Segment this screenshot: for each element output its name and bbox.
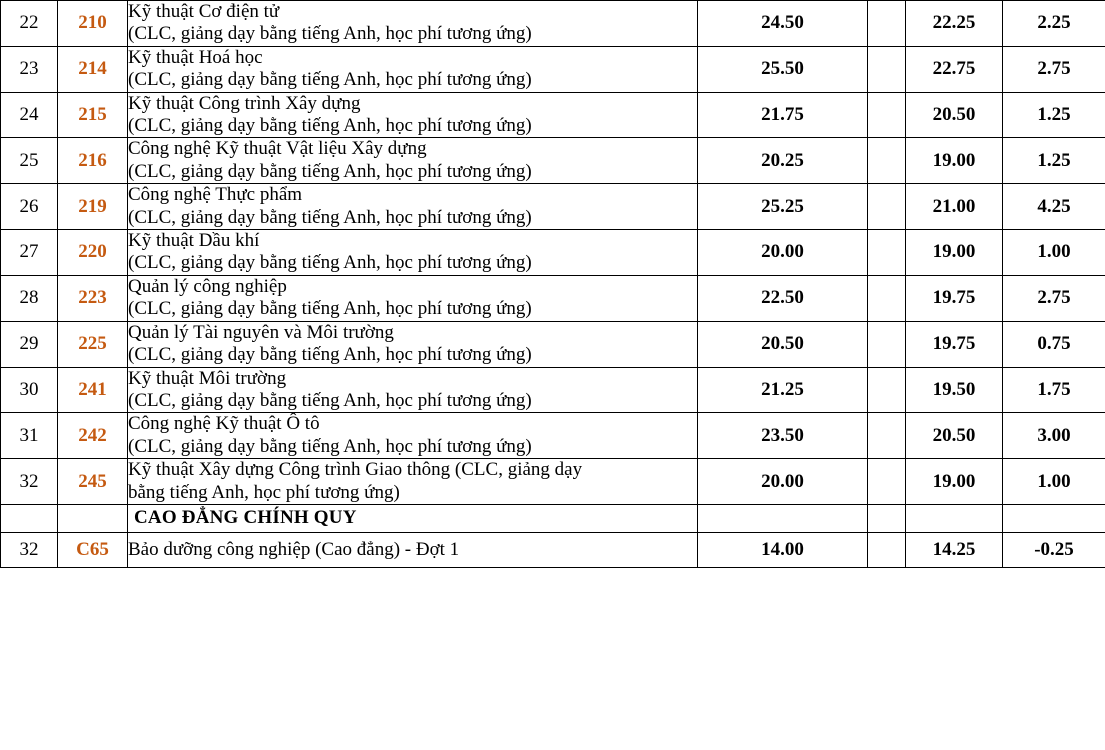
major-name-primary: Kỹ thuật Xây dựng Công trình Giao thông (CLC, giảng dạy <box>128 459 583 481</box>
score-difference-cell: 1.00 <box>1003 459 1105 505</box>
major-name-note: (CLC, giảng dạy bằng tiếng Anh, học phí tương ứng) <box>128 435 532 457</box>
major-code-cell: 242 <box>58 413 128 459</box>
major-code-cell: 210 <box>58 1 128 47</box>
table-row <box>1 275 1105 321</box>
table-row <box>1 321 1105 367</box>
table-row <box>1 367 1105 413</box>
major-code-cell: 225 <box>58 321 128 367</box>
row-index-cell: 24 <box>1 92 58 138</box>
major-name-note: (CLC, giảng dạy bằng tiếng Anh, học phí tương ứng) <box>128 160 532 182</box>
major-name-cell <box>128 92 698 138</box>
major-name-note: (CLC, giảng dạy bằng tiếng Anh, học phí tương ứng) <box>128 115 532 137</box>
major-name-cell <box>128 321 698 367</box>
major-name-primary: Kỹ thuật Hoá học <box>128 46 263 68</box>
major-code-cell: 215 <box>58 92 128 138</box>
score-difference-cell: 2.25 <box>1003 1 1105 47</box>
table-row <box>1 138 1105 184</box>
major-name-cell <box>128 138 698 184</box>
major-name-primary: Kỹ thuật Môi trường <box>128 367 287 389</box>
spacer-cell <box>868 92 906 138</box>
score-cell: 23.50 <box>698 413 868 459</box>
spacer-cell <box>868 275 906 321</box>
row-index-cell: 32 <box>1 532 58 567</box>
major-code-cell: 245 <box>58 459 128 505</box>
section-difference-cell <box>1003 504 1105 532</box>
table-row <box>1 46 1105 92</box>
section-code-cell <box>58 504 128 532</box>
major-name-primary: Công nghệ Thực phẩm <box>128 184 303 206</box>
table-row <box>1 230 1105 276</box>
previous-score-cell: 21.00 <box>906 184 1003 230</box>
section-index-cell <box>1 504 58 532</box>
score-cell: 22.50 <box>698 275 868 321</box>
previous-score-cell: 14.25 <box>906 532 1003 567</box>
previous-score-cell: 19.75 <box>906 321 1003 367</box>
major-name-note: (CLC, giảng dạy bằng tiếng Anh, học phí tương ứng) <box>128 344 532 366</box>
spacer-cell <box>868 184 906 230</box>
score-difference-cell: 1.75 <box>1003 367 1105 413</box>
score-cell: 25.50 <box>698 46 868 92</box>
spacer-cell <box>868 367 906 413</box>
score-difference-cell: 2.75 <box>1003 275 1105 321</box>
previous-score-cell: 19.00 <box>906 230 1003 276</box>
previous-score-cell: 20.50 <box>906 92 1003 138</box>
row-index-cell: 28 <box>1 275 58 321</box>
major-name-note: (CLC, giảng dạy bằng tiếng Anh, học phí tương ứng) <box>128 23 532 45</box>
row-index-cell: 23 <box>1 46 58 92</box>
table-row <box>1 532 1105 567</box>
section-title: CAO ĐẲNG CHÍNH QUY <box>128 504 698 532</box>
score-difference-cell: 1.25 <box>1003 138 1105 184</box>
major-name-note: (CLC, giảng dạy bằng tiếng Anh, học phí tương ứng) <box>128 69 532 91</box>
score-cell: 20.00 <box>698 230 868 276</box>
score-cell: 14.00 <box>698 532 868 567</box>
major-code-cell: 223 <box>58 275 128 321</box>
spacer-cell <box>868 321 906 367</box>
major-name-primary: Kỹ thuật Cơ điện tử <box>128 1 280 22</box>
major-name-primary: Công nghệ Kỹ thuật Ô tô <box>128 413 320 435</box>
score-difference-cell: -0.25 <box>1003 532 1105 567</box>
major-name-cell <box>128 413 698 459</box>
major-name-primary: Quản lý Tài nguyên và Môi trường <box>128 321 394 343</box>
score-difference-cell: 1.25 <box>1003 92 1105 138</box>
major-name-cell: Bảo dưỡng công nghiệp (Cao đẳng) - Đợt 1 <box>128 532 698 567</box>
row-index-cell: 25 <box>1 138 58 184</box>
section-header-row <box>1 504 1105 532</box>
major-code-cell: C65 <box>58 532 128 567</box>
major-code-cell: 220 <box>58 230 128 276</box>
spacer-cell <box>868 504 906 532</box>
spacer-cell <box>868 532 906 567</box>
major-name-cell <box>128 275 698 321</box>
row-index-cell: 27 <box>1 230 58 276</box>
score-cell: 25.25 <box>698 184 868 230</box>
score-difference-cell: 3.00 <box>1003 413 1105 459</box>
major-name-cell <box>128 46 698 92</box>
major-name-note: (CLC, giảng dạy bằng tiếng Anh, học phí tương ứng) <box>128 252 532 274</box>
major-name-cell <box>128 1 698 47</box>
row-index-cell: 29 <box>1 321 58 367</box>
row-index-cell: 31 <box>1 413 58 459</box>
previous-score-cell: 19.75 <box>906 275 1003 321</box>
major-name-cell <box>128 367 698 413</box>
row-index-cell: 22 <box>1 1 58 47</box>
previous-score-cell: 22.25 <box>906 1 1003 47</box>
score-cell: 20.00 <box>698 459 868 505</box>
section-previous-cell <box>906 504 1003 532</box>
row-index-cell: 26 <box>1 184 58 230</box>
major-name-note: (CLC, giảng dạy bằng tiếng Anh, học phí tương ứng) <box>128 206 532 228</box>
spacer-cell <box>868 138 906 184</box>
spacer-cell <box>868 1 906 47</box>
row-index-cell: 30 <box>1 367 58 413</box>
table-row <box>1 1 1105 47</box>
spacer-cell <box>868 46 906 92</box>
section-score-cell <box>698 504 868 532</box>
score-cell: 20.25 <box>698 138 868 184</box>
table-row <box>1 459 1105 505</box>
major-name-note: bằng tiếng Anh, học phí tương ứng) <box>128 481 400 503</box>
score-cell: 21.75 <box>698 92 868 138</box>
score-cell: 20.50 <box>698 321 868 367</box>
major-name-cell <box>128 230 698 276</box>
spacer-cell <box>868 413 906 459</box>
previous-score-cell: 19.50 <box>906 367 1003 413</box>
previous-score-cell: 20.50 <box>906 413 1003 459</box>
major-name-note: (CLC, giảng dạy bằng tiếng Anh, học phí tương ứng) <box>128 298 532 320</box>
table-row <box>1 92 1105 138</box>
major-code-cell: 214 <box>58 46 128 92</box>
major-code-cell: 216 <box>58 138 128 184</box>
major-code-cell: 241 <box>58 367 128 413</box>
major-name-primary: Kỹ thuật Dầu khí <box>128 230 260 252</box>
score-difference-cell: 0.75 <box>1003 321 1105 367</box>
major-name-primary: Kỹ thuật Công trình Xây dựng <box>128 92 361 114</box>
major-name-primary: Quản lý công nghiệp <box>128 275 287 297</box>
major-code-cell: 219 <box>58 184 128 230</box>
major-name-note: (CLC, giảng dạy bằng tiếng Anh, học phí tương ứng) <box>128 389 532 411</box>
table-row <box>1 184 1105 230</box>
score-cell: 24.50 <box>698 1 868 47</box>
spacer-cell <box>868 230 906 276</box>
previous-score-cell: 22.75 <box>906 46 1003 92</box>
previous-score-cell: 19.00 <box>906 459 1003 505</box>
major-name-cell <box>128 184 698 230</box>
score-difference-cell: 2.75 <box>1003 46 1105 92</box>
major-name-cell <box>128 459 698 505</box>
previous-score-cell: 19.00 <box>906 138 1003 184</box>
table-row <box>1 413 1105 459</box>
score-difference-cell: 1.00 <box>1003 230 1105 276</box>
score-difference-cell: 4.25 <box>1003 184 1105 230</box>
spacer-cell <box>868 459 906 505</box>
major-name-primary: Công nghệ Kỹ thuật Vật liệu Xây dựng <box>128 138 427 160</box>
row-index-cell: 32 <box>1 459 58 505</box>
score-cell: 21.25 <box>698 367 868 413</box>
